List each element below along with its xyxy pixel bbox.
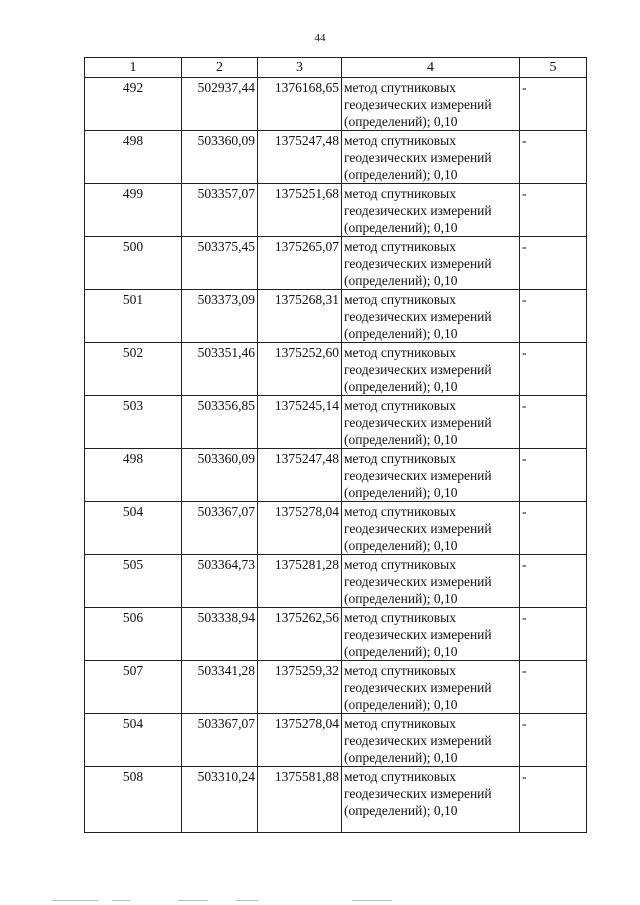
scan-footer-marks (0, 897, 640, 905)
method-text-line: геодезических измерений (344, 309, 492, 324)
method-text-line: (определений); 0,10 (344, 750, 458, 765)
table-row (85, 449, 587, 502)
note-cell: - (520, 449, 587, 502)
method-cell (342, 396, 520, 449)
method-text-line: метод спутниковых (344, 292, 456, 307)
note-cell: - (520, 131, 587, 184)
x-coordinate-cell: 503375,45 (182, 237, 258, 290)
note-cell: - (520, 78, 587, 131)
method-text-line: метод спутниковых (344, 186, 456, 201)
method-text-line: геодезических измерений (344, 203, 492, 218)
method-cell (342, 343, 520, 396)
method-cell (342, 290, 520, 343)
point-number-cell: 492 (85, 78, 182, 131)
table-row (85, 290, 587, 343)
method-text-line: (определений); 0,10 (344, 326, 458, 341)
x-coordinate-cell: 503360,09 (182, 449, 258, 502)
method-text-line: геодезических измерений (344, 468, 492, 483)
table-row (85, 502, 587, 555)
x-coordinate-cell: 503364,73 (182, 555, 258, 608)
note-cell: - (520, 290, 587, 343)
y-coordinate-cell: 1375247,48 (258, 449, 342, 502)
point-number-cell: 506 (85, 608, 182, 661)
method-text-line: геодезических измерений (344, 680, 492, 695)
point-number-cell: 499 (85, 184, 182, 237)
method-cell (342, 78, 520, 131)
method-text-line: геодезических измерений (344, 150, 492, 165)
note-cell: - (520, 502, 587, 555)
point-number-cell: 508 (85, 767, 182, 833)
method-text-line: (определений); 0,10 (344, 379, 458, 394)
y-coordinate-cell: 1375278,04 (258, 714, 342, 767)
note-cell: - (520, 237, 587, 290)
x-coordinate-cell: 502937,44 (182, 78, 258, 131)
method-text-line: метод спутниковых (344, 557, 456, 572)
x-coordinate-cell: 503373,09 (182, 290, 258, 343)
y-coordinate-cell: 1375278,04 (258, 502, 342, 555)
method-text-line: геодезических измерений (344, 733, 492, 748)
method-cell (342, 608, 520, 661)
table-row (85, 767, 587, 833)
x-coordinate-cell: 503356,85 (182, 396, 258, 449)
method-text-line: (определений); 0,10 (344, 485, 458, 500)
x-coordinate-cell: 503367,07 (182, 502, 258, 555)
x-coordinate-cell: 503310,24 (182, 767, 258, 833)
method-text-line: геодезических измерений (344, 521, 492, 536)
column-header-x: 2 (182, 58, 258, 78)
note-cell: - (520, 343, 587, 396)
method-text-line: геодезических измерений (344, 362, 492, 377)
y-coordinate-cell: 1375262,56 (258, 608, 342, 661)
note-cell: - (520, 555, 587, 608)
table-row (85, 661, 587, 714)
table-row (85, 396, 587, 449)
method-cell (342, 449, 520, 502)
method-text-line: геодезических измерений (344, 97, 492, 112)
method-cell (342, 237, 520, 290)
y-coordinate-cell: 1375259,32 (258, 661, 342, 714)
point-number-cell: 502 (85, 343, 182, 396)
y-coordinate-cell: 1375247,48 (258, 131, 342, 184)
column-header-point: 1 (85, 58, 182, 78)
table-header-row (85, 58, 587, 78)
method-text-line: (определений); 0,10 (344, 220, 458, 235)
table-row (85, 343, 587, 396)
table-row (85, 714, 587, 767)
column-header-method: 4 (342, 58, 520, 78)
x-coordinate-cell: 503367,07 (182, 714, 258, 767)
x-coordinate-cell: 503360,09 (182, 131, 258, 184)
method-text-line: (определений); 0,10 (344, 591, 458, 606)
method-text-line: метод спутниковых (344, 239, 456, 254)
note-cell: - (520, 767, 587, 833)
point-number-cell: 498 (85, 449, 182, 502)
note-cell: - (520, 714, 587, 767)
table-row (85, 555, 587, 608)
table-row (85, 608, 587, 661)
method-text-line: метод спутниковых (344, 504, 456, 519)
note-cell: - (520, 661, 587, 714)
point-number-cell: 503 (85, 396, 182, 449)
note-cell: - (520, 396, 587, 449)
method-text-line: метод спутниковых (344, 451, 456, 466)
method-text-line: (определений); 0,10 (344, 167, 458, 182)
method-cell (342, 184, 520, 237)
method-text-line: геодезических измерений (344, 574, 492, 589)
method-text-line: геодезических измерений (344, 256, 492, 271)
method-cell (342, 555, 520, 608)
x-coordinate-cell: 503341,28 (182, 661, 258, 714)
y-coordinate-cell: 1375581,88 (258, 767, 342, 833)
page-number: 44 (314, 32, 326, 44)
method-text-line: геодезических измерений (344, 415, 492, 430)
method-cell (342, 502, 520, 555)
method-text-line: метод спутниковых (344, 716, 456, 731)
table-row (85, 78, 587, 131)
table-row (85, 237, 587, 290)
table-body (85, 78, 587, 833)
note-cell: - (520, 608, 587, 661)
y-coordinate-cell: 1376168,65 (258, 78, 342, 131)
method-text-line: (определений); 0,10 (344, 114, 458, 129)
point-number-cell: 504 (85, 714, 182, 767)
method-cell (342, 767, 520, 833)
y-coordinate-cell: 1375252,60 (258, 343, 342, 396)
point-number-cell: 507 (85, 661, 182, 714)
y-coordinate-cell: 1375265,07 (258, 237, 342, 290)
coordinates-table (84, 57, 587, 833)
method-text-line: метод спутниковых (344, 345, 456, 360)
y-coordinate-cell: 1375268,31 (258, 290, 342, 343)
point-number-cell: 501 (85, 290, 182, 343)
point-number-cell: 504 (85, 502, 182, 555)
table-row (85, 184, 587, 237)
point-number-cell: 505 (85, 555, 182, 608)
column-header-y: 3 (258, 58, 342, 78)
method-text-line: геодезических измерений (344, 786, 492, 801)
method-text-line: метод спутниковых (344, 610, 456, 625)
method-text-line: метод спутниковых (344, 80, 456, 95)
method-text-line: метод спутниковых (344, 133, 456, 148)
method-text-line: (определений); 0,10 (344, 803, 458, 818)
y-coordinate-cell: 1375245,14 (258, 396, 342, 449)
method-text-line: (определений); 0,10 (344, 697, 458, 712)
point-number-cell: 500 (85, 237, 182, 290)
table-row (85, 131, 587, 184)
method-text-line: метод спутниковых (344, 769, 456, 784)
method-text-line: (определений); 0,10 (344, 273, 458, 288)
column-header-note: 5 (520, 58, 587, 78)
x-coordinate-cell: 503351,46 (182, 343, 258, 396)
method-cell (342, 661, 520, 714)
method-text-line: (определений); 0,10 (344, 644, 458, 659)
method-text-line: метод спутниковых (344, 663, 456, 678)
point-number-cell: 498 (85, 131, 182, 184)
note-cell: - (520, 184, 587, 237)
method-text-line: (определений); 0,10 (344, 538, 458, 553)
x-coordinate-cell: 503338,94 (182, 608, 258, 661)
method-text-line: метод спутниковых (344, 398, 456, 413)
method-cell (342, 714, 520, 767)
y-coordinate-cell: 1375281,28 (258, 555, 342, 608)
y-coordinate-cell: 1375251,68 (258, 184, 342, 237)
method-text-line: (определений); 0,10 (344, 432, 458, 447)
x-coordinate-cell: 503357,07 (182, 184, 258, 237)
method-text-line: геодезических измерений (344, 627, 492, 642)
method-cell (342, 131, 520, 184)
